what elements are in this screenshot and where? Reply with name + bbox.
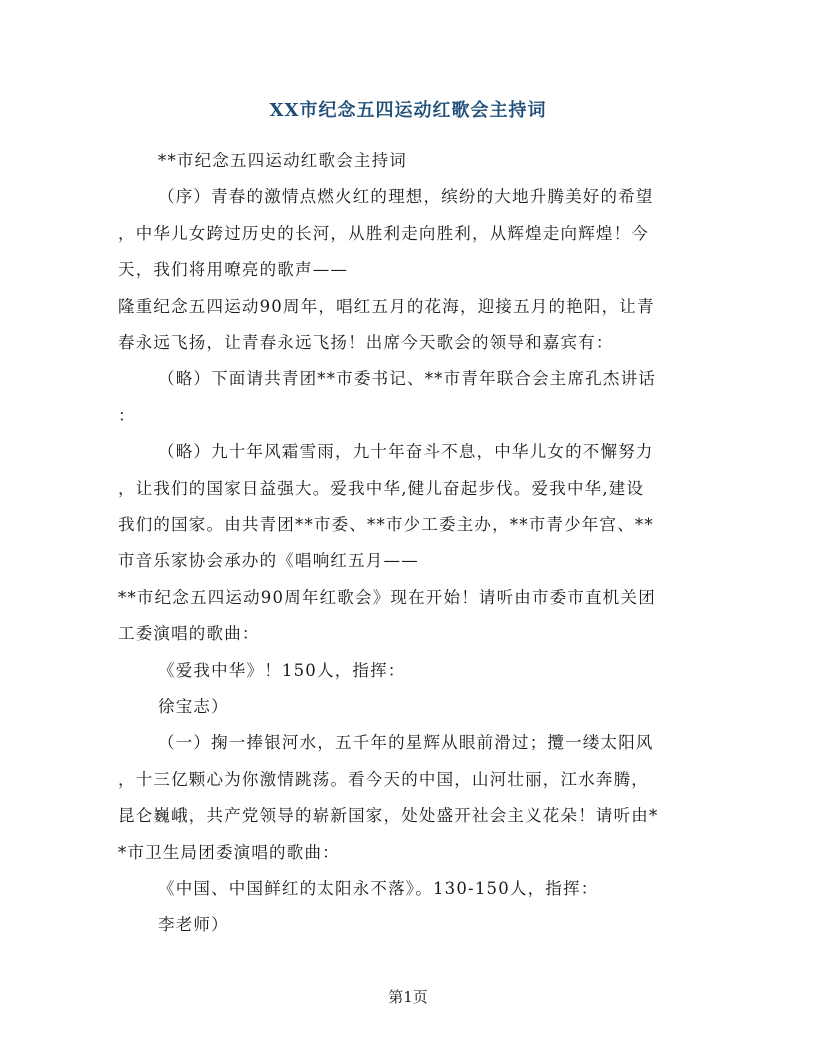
body-line: 李老师）: [158, 915, 229, 934]
body-line: （序）青春的激情点燃火红的理想，缤纷的大地升腾美好的希望: [158, 187, 654, 206]
document-title: XX市纪念五四运动红歌会主持词: [269, 100, 547, 121]
body-line: 工委演唱的歌曲：: [118, 624, 260, 643]
body-line: 隆重纪念五四运动90周年，唱红五月的花海，迎接五月的艳阳，让青: [118, 297, 655, 316]
body-line: 《爱我中华》！150人，指挥：: [158, 661, 406, 680]
body-line: 市音乐家协会承办的《唱响红五月——: [118, 551, 419, 570]
body-line: （略）下面请共青团**市委书记、**市青年联合会主席孔杰讲话: [158, 369, 656, 388]
page-number: 第1页: [388, 988, 428, 1006]
body-line: （一）掬一捧银河水，五千年的星辉从眼前滑过；攬一缕太阳风: [158, 733, 654, 752]
body-line: 徐宝志）: [158, 697, 229, 716]
body-line: ：: [118, 406, 136, 425]
body-line: **市纪念五四运动红歌会主持词: [158, 151, 407, 170]
body-line: 《中国、中国鲜红的太阳永不落》。130-150人，指挥：: [158, 879, 599, 898]
body-line: ，让我们的国家日益强大。爱我中华,健儿奋起步伐。爱我中华,建设: [118, 479, 645, 498]
body-line: *市卫生局团委演唱的歌曲：: [118, 843, 340, 862]
body-line: 我们的国家。由共青团**市委、**市少工委主办，**市青少年宫、**: [118, 515, 654, 534]
body-line: （略）九十年风霜雪雨，九十年奋斗不息，中华儿女的不懈努力: [158, 442, 654, 461]
body-line: ，十三亿颗心为你激情跳荡。看今天的中国，山河壮丽，江水奔腾，: [118, 770, 649, 789]
body-line: ，中华儿女跨过历史的长河，从胜利走向胜利，从辉煌走向辉煌！今: [118, 224, 649, 243]
body-line: 春永远飞扬，让青春永远飞扬！出席今天歌会的领导和嘉宾有：: [118, 333, 614, 352]
body-line: 昆仑巍峨，共产党领导的崭新国家，处处盛开社会主义花朵！请听由*: [118, 806, 659, 825]
body-line: **市纪念五四运动90周年红歌会》现在开始！请听由市委市直机关团: [118, 588, 656, 607]
body-line: 天，我们将用嘹亮的歌声——: [118, 260, 349, 279]
